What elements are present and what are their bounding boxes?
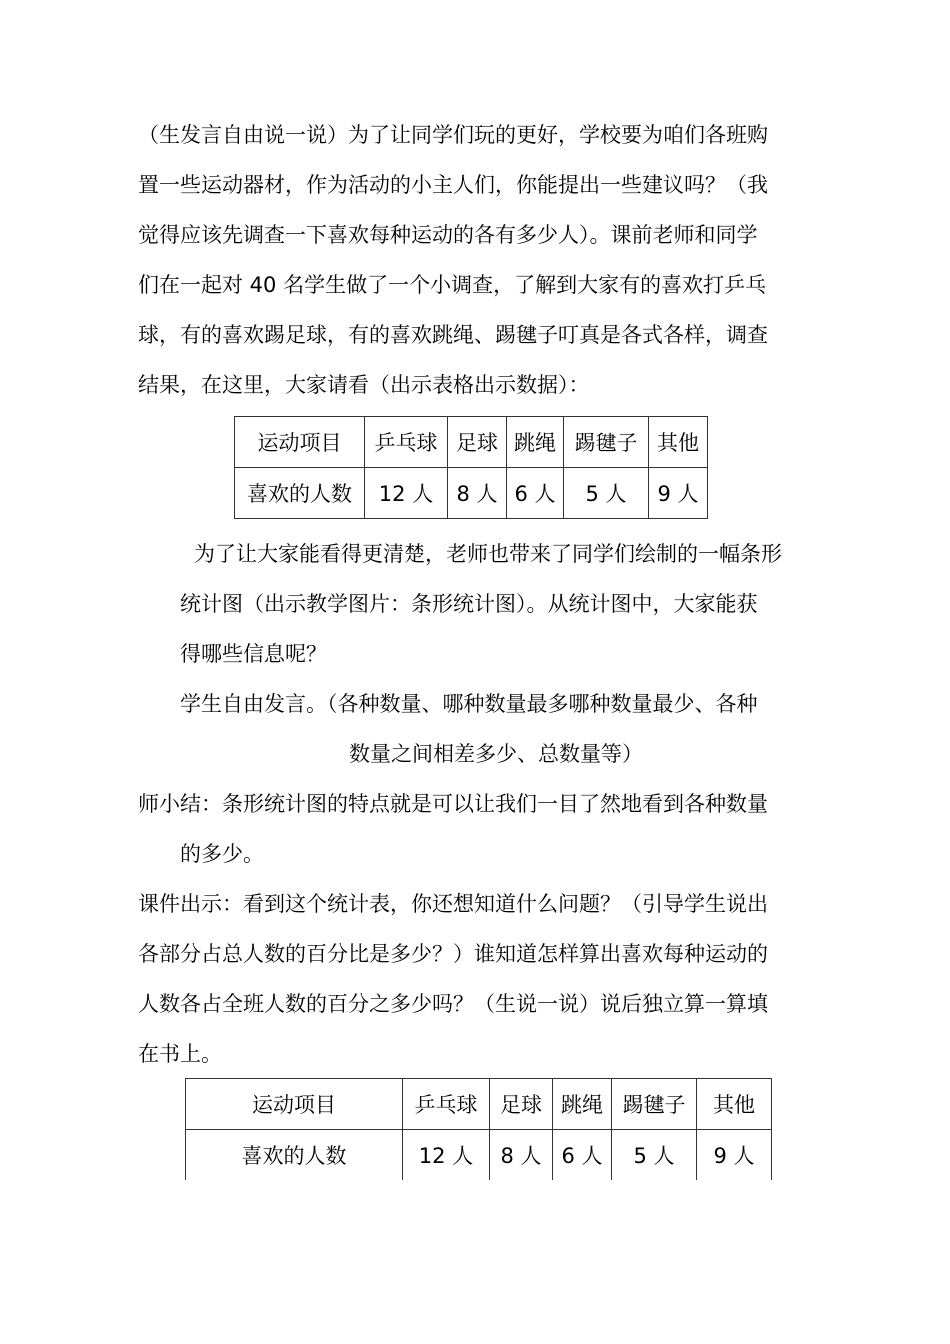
text-line: （生发言自由说一说）为了让同学们玩的更好，学校要为咱们各班购 [138, 123, 768, 147]
table-cell: 喜欢的人数 [235, 468, 365, 519]
text-line: 觉得应该先调查一下喜欢每种运动的各有多少人）。课前老师和同学 [138, 223, 758, 247]
table-cell: 9 人 [649, 468, 708, 519]
text-line: 在书上。 [138, 1042, 222, 1066]
text-line: 置一些运动器材，作为活动的小主人们，你能提出一些建议吗？（我 [138, 173, 768, 197]
table-cell: 5 人 [612, 1130, 697, 1181]
text-line: 课件出示：看到这个统计表，你还想知道什么问题？（引导学生说出 [138, 892, 768, 916]
table-header-cell: 足球 [448, 417, 507, 468]
table-row [235, 417, 708, 468]
table-header-cell: 其他 [697, 1079, 772, 1130]
text-line: 数量之间相差多少、总数量等） [349, 742, 643, 766]
table-cell: 6 人 [553, 1130, 612, 1181]
text-line: 学生自由发言。（各种数量、哪种数量最多哪种数量最少、各种 [180, 692, 758, 716]
text-line: 统计图（出示教学图片：条形统计图）。从统计图中，大家能获 [180, 592, 758, 616]
table-row [235, 468, 708, 519]
table-header-cell: 运动项目 [186, 1079, 403, 1130]
text-line: 师小结：条形统计图的特点就是可以让我们一目了然地看到各种数量 [138, 792, 768, 816]
text-line: 各部分占总人数的百分比是多少？）谁知道怎样算出喜欢每种运动的 [138, 942, 768, 966]
table-cell: 12 人 [403, 1130, 490, 1181]
text-line: 的多少。 [180, 842, 264, 866]
sports-table-repeat [185, 1078, 772, 1180]
text-line: 们在一起对 40 名学生做了一个小调查，了解到大家有的喜欢打乒乓 [138, 273, 767, 297]
table-header-cell: 踢毽子 [612, 1079, 697, 1130]
table-row [186, 1079, 772, 1130]
table-cell: 9 人 [697, 1130, 772, 1181]
sports-table [234, 416, 708, 519]
table-cell: 5 人 [564, 468, 649, 519]
table-cell: 8 人 [448, 468, 507, 519]
table-header-cell: 运动项目 [235, 417, 365, 468]
text-line: 人数各占全班人数的百分之多少吗？（生说一说）说后独立算一算填 [138, 992, 768, 1016]
text-line: 得哪些信息呢？ [180, 642, 327, 666]
table-cell: 喜欢的人数 [186, 1130, 403, 1181]
table-header-cell: 足球 [490, 1079, 553, 1130]
table-header-cell: 跳绳 [507, 417, 564, 468]
table-header-cell: 乒乓球 [403, 1079, 490, 1130]
text-line: 球，有的喜欢踢足球，有的喜欢跳绳、踢毽子叮真是各式各样，调查 [138, 323, 768, 347]
table-header-cell: 跳绳 [553, 1079, 612, 1130]
table-row [186, 1130, 772, 1181]
table-header-cell: 其他 [649, 417, 708, 468]
table-cell: 12 人 [365, 468, 448, 519]
table-header-cell: 踢毽子 [564, 417, 649, 468]
table-header-cell: 乒乓球 [365, 417, 448, 468]
text-line: 结果，在这里，大家请看（出示表格出示数据）： [138, 373, 590, 397]
text-line: 为了让大家能看得更清楚，老师也带来了同学们绘制的一幅条形 [194, 542, 782, 566]
table-cell: 6 人 [507, 468, 564, 519]
table-cell: 8 人 [490, 1130, 553, 1181]
